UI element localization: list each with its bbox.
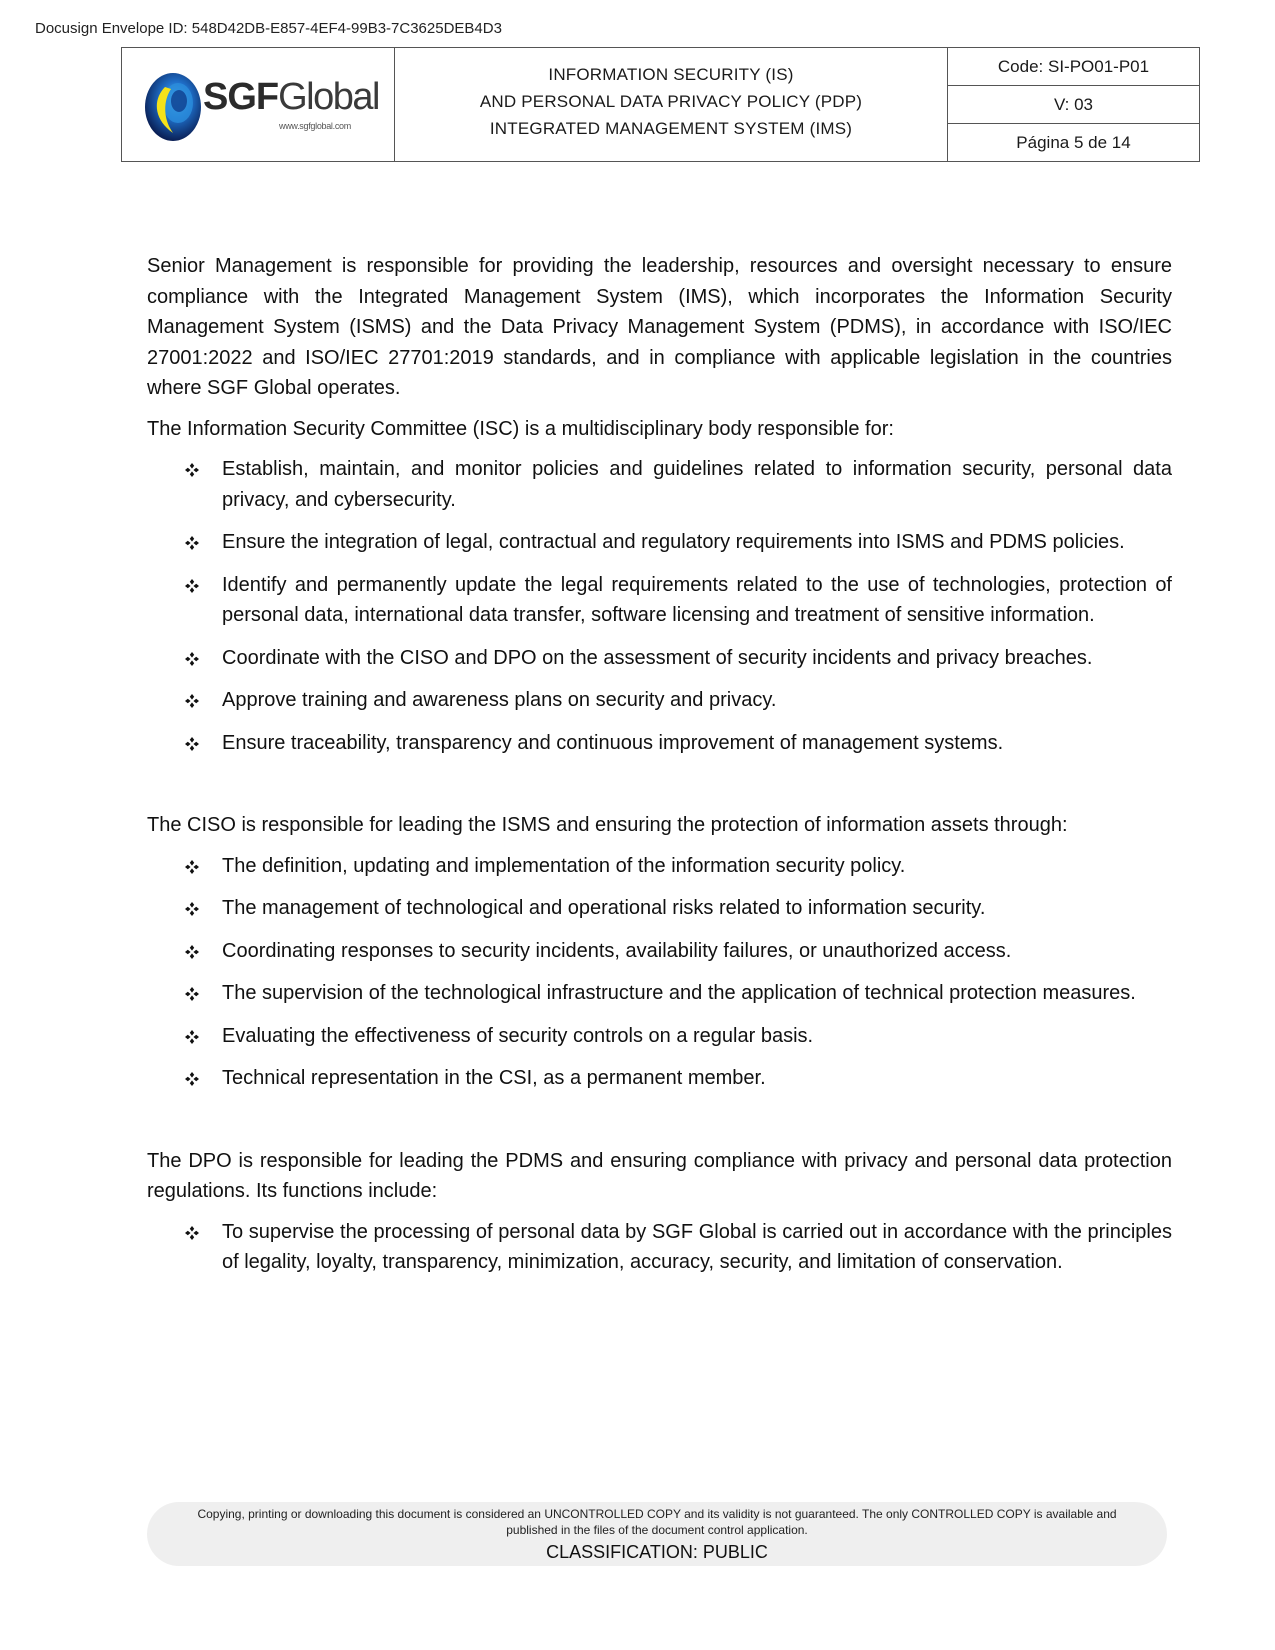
dpo-intro-paragraph: The DPO is responsible for leading the PDMS and ensuring compliance with privacy and personal data protection regulations. Its functions include:: [147, 1149, 1172, 1202]
list-item: [147, 728, 1172, 759]
four-diamond-bullet-icon: [185, 1226, 199, 1240]
document-title-cell: [395, 48, 948, 161]
list-item: [147, 936, 1172, 967]
list-item: [147, 1217, 1172, 1278]
list-item-text: Coordinate with the CISO and DPO on the assessment of security incidents and privacy breaches.: [222, 646, 1093, 669]
four-diamond-bullet-icon: [185, 987, 199, 1001]
list-item-text: Approve training and awareness plans on security and privacy.: [222, 689, 777, 711]
four-diamond-bullet-icon: [185, 902, 199, 916]
list-item: [147, 851, 1172, 882]
uncontrolled-copy-notice: Copying, printing or downloading this document is considered an UNCONTROLLED COPY and its validity is not guaranteed. The only CONTROLLED COPY is available and published in the files of the document control application.: [197, 1507, 1117, 1537]
document-version: V: 03: [948, 86, 1199, 124]
list-item: [147, 978, 1172, 1009]
document-body: [147, 251, 1172, 1290]
list-item: [147, 643, 1172, 674]
document-title-line-3: INTEGRATED MANAGEMENT SYSTEM (IMS): [489, 119, 853, 138]
isc-responsibilities-list: [147, 454, 1172, 758]
document-footer: [147, 1502, 1167, 1566]
document-code: Code: SI-PO01-P01: [948, 48, 1199, 86]
list-item-text: Evaluating the effectiveness of security controls on a regular basis.: [222, 1024, 814, 1047]
ciso-intro-paragraph: The CISO is responsible for leading the ISMS and ensuring the protection of information assets through:: [147, 814, 1068, 836]
list-item-text: Establish, maintain, and monitor policies and guidelines related to information security, personal data privacy, and cybersecurity.: [222, 458, 1172, 511]
logo-wordmark: [203, 75, 379, 119]
four-diamond-bullet-icon: [185, 1030, 199, 1044]
list-item: [147, 454, 1172, 515]
logo-cell: [122, 48, 395, 161]
list-item-text: Identify and permanently update the legal requirements related to the use of technologies, protection of personal data, international data transfer, software licensing and treatment of sensitive information.: [222, 573, 1172, 626]
four-diamond-bullet-icon: [185, 536, 199, 550]
four-diamond-bullet-icon: [185, 463, 199, 477]
list-item: [147, 685, 1172, 716]
list-item: [147, 893, 1172, 924]
four-diamond-bullet-icon: [185, 860, 199, 874]
isc-intro-paragraph: The Information Security Committee (ISC) is a multidisciplinary body responsible for:: [147, 417, 894, 440]
list-item: [147, 527, 1172, 558]
senior-management-paragraph: Senior Management is responsible for providing the leadership, resources and oversight necessary to ensure compliance with the Integrated Management System (IMS), which incorporates the Information Security Management System (ISMS) and the Data Privacy Management System (PDMS), in accordance with ISO/IEC 27001:2022 and ISO/IEC 27701:2019 standards, and in compliance with applicable legislation in the countries where SGF Global operates.: [147, 255, 1172, 399]
logo-url: www.sgfglobal.com: [279, 120, 351, 131]
list-item-text: To supervise the processing of personal data by SGF Global is carried out in accordance with the principles of legality, loyalty, transparency, minimization, accuracy, security, and limitation of conservation.: [222, 1220, 1172, 1273]
section-spacer: [147, 1106, 1172, 1146]
document-header-table: [121, 47, 1200, 162]
four-diamond-bullet-icon: [185, 737, 199, 751]
four-diamond-bullet-icon: [185, 945, 199, 959]
logo-brand-bold: SGF: [203, 75, 279, 118]
list-item-text: The definition, updating and implementation of the information security policy.: [222, 854, 906, 877]
list-item-text: The management of technological and operational risks related to information security.: [222, 897, 986, 919]
sgf-global-logo: [143, 65, 379, 145]
list-item: [147, 1021, 1172, 1052]
sgf-globe-logo-icon: [143, 71, 203, 143]
dpo-responsibilities-list: [147, 1217, 1172, 1278]
document-title-line-1: INFORMATION SECURITY (IS): [548, 65, 794, 84]
document-meta-cell: [948, 48, 1199, 161]
four-diamond-bullet-icon: [185, 1072, 199, 1086]
list-item-text: The supervision of the technological infrastructure and the application of technical protection measures.: [222, 982, 1136, 1004]
ciso-responsibilities-list: [147, 851, 1172, 1094]
list-item: [147, 1063, 1172, 1094]
four-diamond-bullet-icon: [185, 652, 199, 666]
list-item-text: Ensure traceability, transparency and continuous improvement of management systems.: [222, 731, 1004, 754]
list-item-text: Coordinating responses to security incidents, availability failures, or unauthorized access.: [222, 939, 1012, 962]
section-spacer: [147, 770, 1172, 810]
four-diamond-bullet-icon: [185, 579, 199, 593]
classification-label: CLASSIFICATION: PUBLIC: [546, 1542, 768, 1562]
logo-brand-light: Global: [278, 75, 379, 118]
list-item: [147, 570, 1172, 631]
page-number: Página 5 de 14: [1016, 132, 1131, 152]
document-title-line-2: AND PERSONAL DATA PRIVACY POLICY (PDP): [479, 92, 863, 111]
list-item-text: Technical representation in the CSI, as a permanent member.: [222, 1067, 766, 1089]
list-item-text: Ensure the integration of legal, contractual and regulatory requirements into ISMS and PDMS policies.: [222, 531, 1125, 553]
four-diamond-bullet-icon: [185, 694, 199, 708]
docusign-envelope-id: Docusign Envelope ID: 548D42DB-E857-4EF4-99B3-7C3625DEB4D3: [35, 20, 502, 37]
